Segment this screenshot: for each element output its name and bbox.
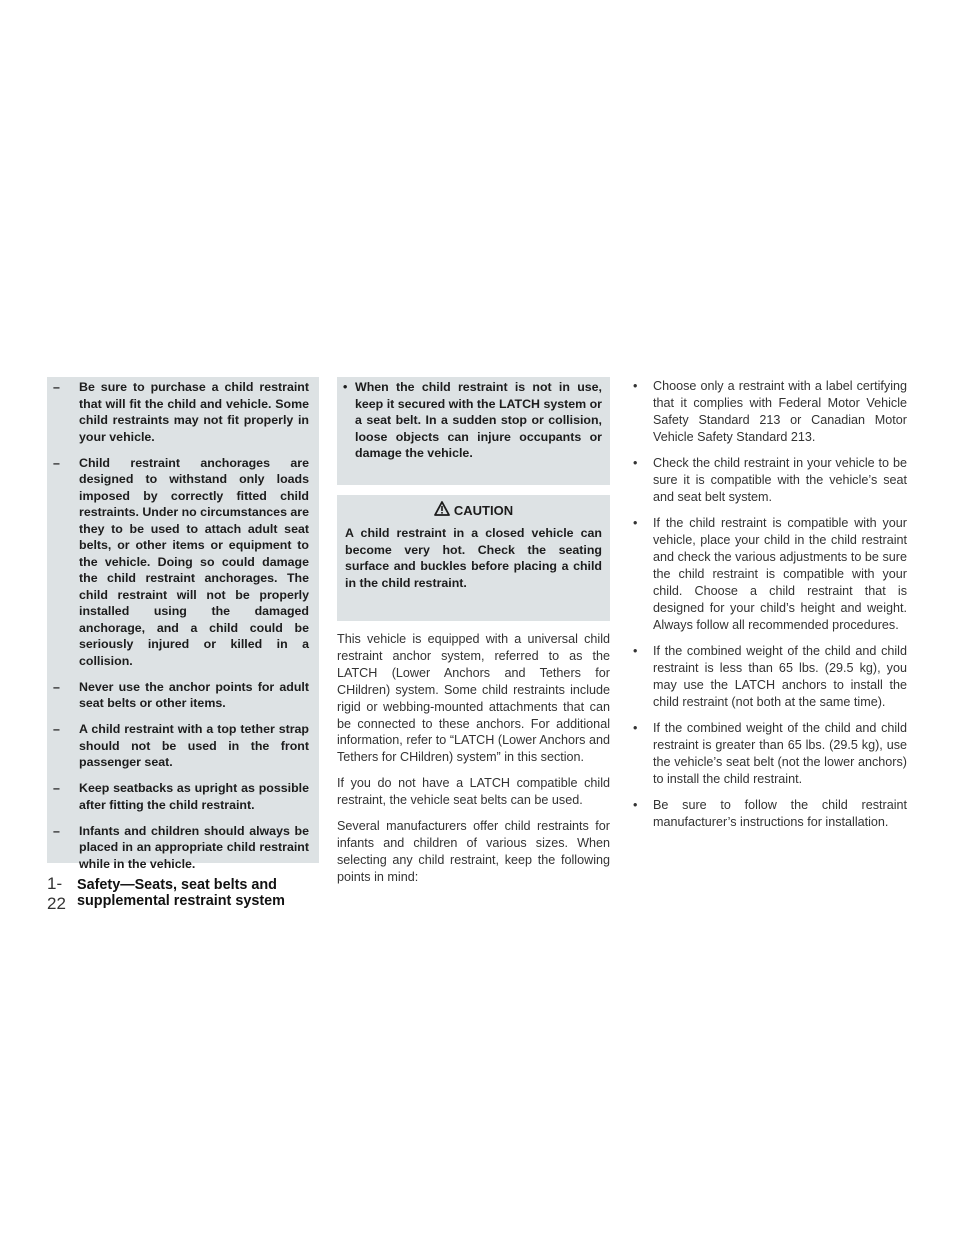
list-item: • If the child restraint is compatible with your vehicle, place your child in the child restraint and check the various adjustments to be sure the child restraint is compatible with your child. Choose a child restraint that is designed for your child’s height and weight. Always follow all recommended procedures. — [629, 515, 907, 633]
caution-header — [337, 495, 610, 525]
warning-box-left — [47, 377, 319, 871]
list-item: • If the combined weight of the child and child restraint is less than 65 lbs. (29.5 kg), you may use the LATCH anchors to install the child restraint (not both at the same time). — [629, 643, 907, 711]
paragraph: If you do not have a LATCH compatible child restraint, the vehicle seat belts can be used. — [337, 776, 610, 808]
caution-text: A child restraint in a closed vehicle can become very hot. Check the seating surface and buckles before placing a child in the child restraint. — [345, 526, 602, 590]
body-text-middle — [337, 631, 610, 895]
page-number: 1-22 — [47, 874, 66, 913]
warning-list — [337, 377, 610, 462]
warning-box-middle — [337, 377, 610, 485]
warning-item: – Child restraint anchorages are designed to withstand only loads imposed by correctly fitted child restraints. Under no circumstances are they to be used to attach adult seat belts, or other items or equipment to the vehicle. Doing so could damage the child restraint anchorages. The child restraint will not be properly installed using the damaged anchorage, and a child could be seriously injured or killed in a collision. — [53, 455, 309, 670]
list-item: • Be sure to follow the child restraint manufacturer’s instructions for installation. — [629, 797, 907, 831]
warning-item: • When the child restraint is not in use, keep it secured with the LATCH system or a seat belt. In a sudden stop or collision, loose objects can injure occupants or damage the vehicle. — [343, 379, 602, 462]
warning-item: – Be sure to purchase a child restraint that will fit the child and vehicle. Some child restraints may not fit properly in your vehicle. — [53, 379, 309, 445]
warning-item: – Never use the anchor points for adult seat belts or other items. — [53, 679, 309, 712]
paragraph: This vehicle is equipped with a universal child restraint anchor system, referred to as the LATCH (Lower Anchors and Tethers for CHildren) system. Some child restraints include rigid or webbing-mounted attachments that can be connected to these anchors. For additional information, refer to “LATCH (Lower Anchors and Tethers for CHildren) system” in this section. — [337, 632, 610, 765]
warning-list — [47, 377, 319, 872]
caution-box — [337, 495, 610, 621]
list-item: • Choose only a restraint with a label certifying that it complies with Federal Motor Vehicle Safety Standard 213 or Canadian Motor Vehicle Safety Standard 213. — [629, 378, 907, 446]
section-title: Safety—Seats, seat belts and supplemental restraint system — [77, 877, 285, 909]
warning-item: – A child restraint with a top tether strap should not be used in the front passenger seat. — [53, 721, 309, 771]
list-item: • If the combined weight of the child and child restraint is greater than 65 lbs. (29.5 kg), use the vehicle’s seat belt (not the lower anchors) to install the child restraint. — [629, 720, 907, 788]
page-footer — [47, 874, 319, 913]
list-item: • Check the child restraint in your vehicle to be sure it is compatible with the vehicle’s seat and seat belt system. — [629, 455, 907, 506]
caution-triangle-icon — [434, 501, 450, 521]
selection-points-list — [629, 378, 907, 841]
caution-title: CAUTION — [453, 502, 514, 518]
paragraph: Several manufacturers offer child restraints for infants and children of various sizes. When selecting any child restraint, keep the following points in mind: — [337, 819, 610, 884]
warning-item: – Infants and children should always be placed in an appropriate child restraint while in the vehicle. — [53, 823, 309, 873]
warning-item: – Keep seatbacks as upright as possible after fitting the child restraint. — [53, 780, 309, 813]
